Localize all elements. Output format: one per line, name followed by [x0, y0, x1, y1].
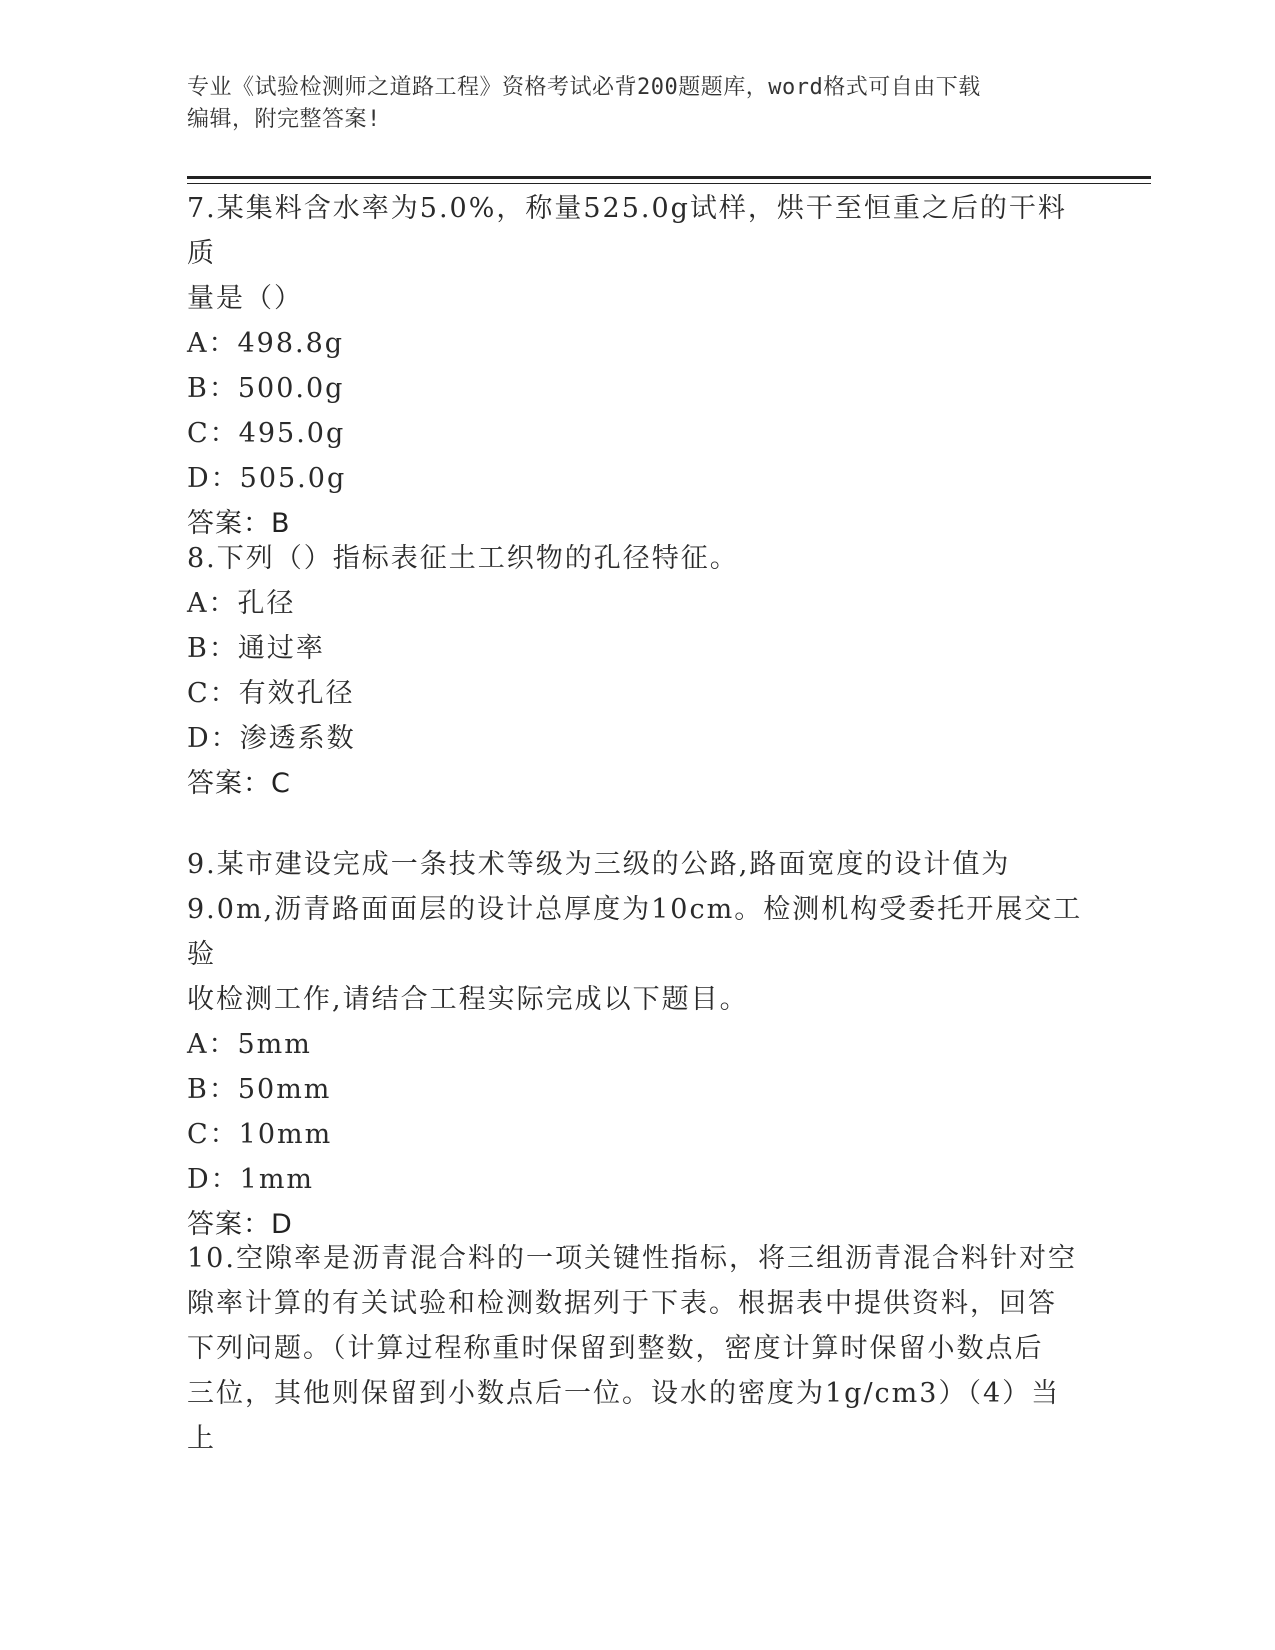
- option-c: C：有效孔径: [187, 678, 355, 709]
- header-divider-thick: [187, 176, 1151, 179]
- header-line-2: 编辑，附完整答案!: [187, 107, 381, 132]
- answer-line: 答案：D: [187, 1209, 293, 1240]
- option-b: B：500.0g: [187, 373, 345, 404]
- question-10: [187, 1236, 1087, 1461]
- answer-line: 答案：C: [187, 768, 291, 799]
- option-b: B：50mm: [187, 1074, 332, 1105]
- question-stem-line: 隙率计算的有关试验和检测数据列于下表。根据表中提供资料，回答: [187, 1288, 1057, 1319]
- question-stem-line: 收检测工作,请结合工程实际完成以下题目。: [187, 984, 749, 1015]
- question-stem-line: 量是（）: [187, 283, 303, 314]
- question-stem-line: 7.某集料含水率为5.0%，称量525.0g试样，烘干至恒重之后的干料质: [187, 193, 1067, 269]
- option-c: C：495.0g: [187, 418, 346, 449]
- option-a: A：孔径: [187, 588, 296, 619]
- option-b: B：通过率: [187, 633, 325, 664]
- option-d: D：505.0g: [187, 463, 347, 494]
- question-stem-line: 三位，其他则保留到小数点后一位。设水的密度为1g/cm3）（4）当上: [187, 1378, 1061, 1454]
- question-7: [187, 186, 1087, 546]
- option-a: A：5mm: [187, 1029, 312, 1060]
- answer-line: 答案：B: [187, 508, 291, 539]
- option-c: C：10mm: [187, 1119, 333, 1150]
- question-stem-line: 下列问题。（计算过程称重时保留到整数，密度计算时保留小数点后: [187, 1333, 1044, 1364]
- question-stem-line: 9.0m,沥青路面面层的设计总厚度为10cm。检测机构受委托开展交工验: [187, 894, 1083, 970]
- question-8: [187, 536, 1087, 806]
- question-stem-line: 9.某市建设完成一条技术等级为三级的公路,路面宽度的设计值为: [187, 849, 1011, 880]
- option-d: D：渗透系数: [187, 723, 356, 754]
- question-9: [187, 842, 1087, 1247]
- option-d: D：1mm: [187, 1164, 315, 1195]
- option-a: A：498.8g: [187, 328, 345, 359]
- document-header: [187, 72, 1067, 136]
- header-divider-thin: [187, 183, 1151, 184]
- question-stem-line: 10.空隙率是沥青混合料的一项关键性指标，将三组沥青混合料针对空: [187, 1243, 1077, 1274]
- question-stem-line: 8.下列（）指标表征土工织物的孔径特征。: [187, 543, 739, 574]
- header-line-1: 专业《试验检测师之道路工程》资格考试必背200题题库，word格式可自由下载: [187, 75, 981, 100]
